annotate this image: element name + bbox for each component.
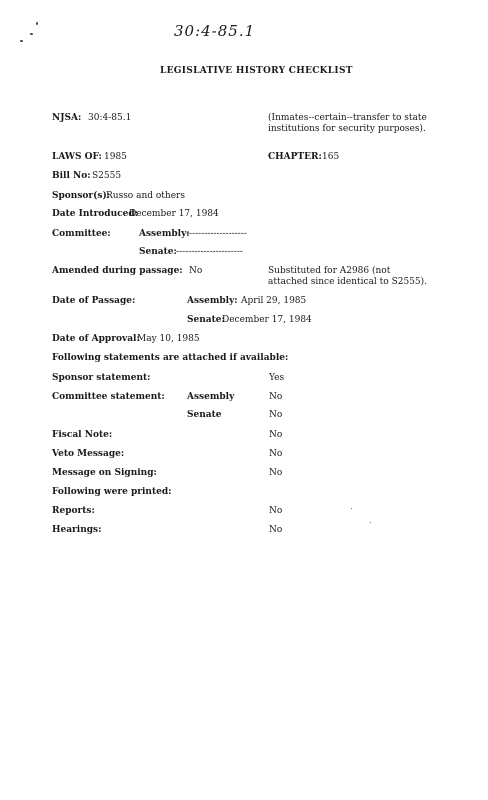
chapter-label: CHAPTER: — [268, 152, 322, 162]
passage-assembly-value: April 29, 1985 — [241, 296, 307, 306]
amended-note: Substituted for A2986 (not attached since identical to S2555). — [268, 266, 428, 287]
reports-value: No — [269, 506, 283, 516]
committee-label: Committee: — [52, 229, 111, 239]
sponsors-label: Sponsor(s): — [52, 191, 111, 201]
committee-senate-label: Senate: — [139, 247, 177, 257]
scan-speck — [370, 522, 371, 523]
message-on-signing-label: Message on Signing: — [52, 468, 157, 478]
following-attached-heading: Following statements are attached if available: — [52, 353, 289, 363]
chapter-value: 165 — [322, 152, 340, 162]
passage-senate-label: Senate: — [187, 315, 225, 325]
fiscal-note-value: No — [269, 430, 283, 440]
passage-assembly-label: Assembly: — [187, 296, 238, 306]
hearings-value: No — [269, 525, 283, 535]
committee-statement-label: Committee statement: — [52, 392, 165, 402]
amended-value: No — [189, 266, 203, 276]
date-introduced-label: Date Introduced: — [52, 209, 138, 219]
committee-assembly-value: -------------------- — [186, 229, 247, 239]
fiscal-note-label: Fiscal Note: — [52, 430, 113, 440]
date-introduced-value: December 17, 1984 — [129, 209, 219, 219]
committee-statement-assembly-label: Assembly — [187, 392, 235, 402]
veto-message-label: Veto Message: — [52, 449, 125, 459]
amended-label: Amended during passage: — [52, 266, 183, 276]
committee-assembly-label: Assembly: — [139, 229, 190, 239]
date-of-approval-label: Date of Approval: — [52, 334, 140, 344]
sponsor-statement-value: Yes — [269, 373, 285, 383]
hearings-label: Hearings: — [52, 525, 102, 535]
message-on-signing-value: No — [269, 468, 283, 478]
committee-statement-assembly-value: No — [269, 392, 283, 402]
sponsor-statement-label: Sponsor statement: — [52, 373, 151, 383]
committee-senate-value: ---------------------- — [176, 247, 243, 257]
committee-statement-senate-value: No — [269, 410, 283, 420]
scan-speck — [36, 22, 38, 25]
date-of-passage-label: Date of Passage: — [52, 296, 136, 306]
following-printed-heading: Following were printed: — [52, 487, 172, 497]
committee-statement-senate-label: Senate — [187, 410, 222, 420]
scan-speck — [30, 33, 33, 35]
laws-of-label: LAWS OF: — [52, 152, 102, 162]
date-of-approval-value: May 10, 1985 — [137, 334, 200, 344]
sponsors-value: Russo and others — [106, 191, 185, 201]
scan-speck — [20, 40, 23, 42]
page-title: LEGISLATIVE HISTORY CHECKLIST — [160, 66, 353, 76]
reports-label: Reports: — [52, 506, 95, 516]
laws-of-value: 1985 — [104, 152, 127, 162]
passage-senate-value: December 17, 1984 — [222, 315, 312, 325]
handwritten-number: 30:4-85.1 — [174, 22, 256, 40]
njsa-description: (Inmates--certain--transfer to state institutions for security purposes). — [268, 113, 427, 134]
scan-speck — [351, 508, 352, 509]
bill-no-label: Bill No: — [52, 171, 91, 181]
veto-message-value: No — [269, 449, 283, 459]
njsa-value: 30:4-85.1 — [88, 113, 132, 123]
bill-no-value: S2555 — [92, 171, 122, 181]
njsa-label: NJSA: — [52, 113, 82, 123]
